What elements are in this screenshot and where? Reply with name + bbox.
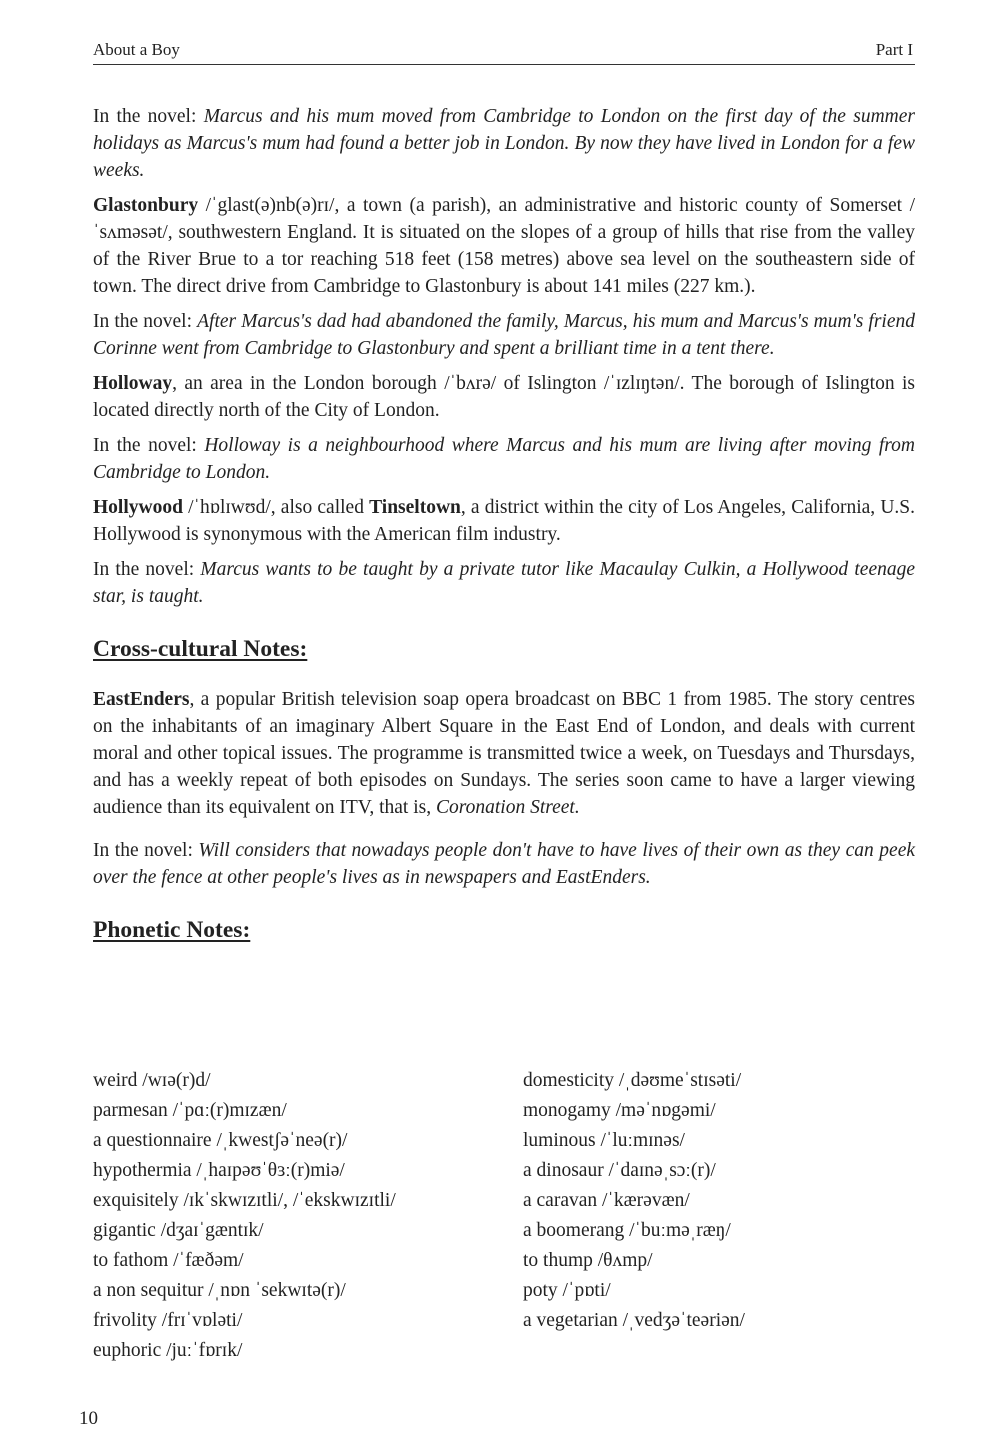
note-prefix: In the novel: <box>93 106 204 127</box>
running-head <box>93 38 915 65</box>
novel-note-hollywood <box>93 556 915 610</box>
entry-term: Holloway <box>93 373 173 394</box>
entry-term: Hollywood <box>93 497 183 518</box>
phonetic-item: gigantic /dʒaɪˈgæntɪk/ <box>93 1220 264 1241</box>
phonetic-item: exquisitely /ɪkˈskwɪzɪtli/, /ˈekskwɪzɪtli/ <box>93 1190 396 1211</box>
entry-definition: , a district within the city of Los Angeles, California, U.S. Hollywood is synonymous with the American film industry. <box>93 497 916 545</box>
phonetic-heading: Phonetic Notes: <box>93 917 251 943</box>
novel-note-holloway <box>93 432 915 486</box>
entry-italic-title: Coronation Street. <box>435 797 580 818</box>
entry-hollywood <box>93 494 915 548</box>
phonetic-item: a non sequitur /ˌnɒn ˈsekwɪtə(r)/ <box>93 1280 346 1301</box>
note-prefix: In the novel: <box>93 559 201 580</box>
note-italic-text: Will considers that nowadays people don't have to have lives of their own as they can peek over the fence at other people's lives as in newspapers and EastEnders. <box>93 840 916 888</box>
phonetic-item: poty /ˈpɒti/ <box>523 1280 611 1301</box>
phonetic-item: a caravan /ˈkærəvæn/ <box>523 1190 690 1211</box>
phonetic-item: monogamy /məˈnɒgəmi/ <box>523 1100 716 1121</box>
novel-note-eastenders <box>93 837 915 891</box>
note-italic-text: Marcus wants to be taught by a private tutor like Macaulay Culkin, a Hollywood teenage star, is taught. <box>93 559 915 607</box>
note-italic-text: Holloway is a neighbourhood where Marcus and his mum are living after moving from Cambridge to London. <box>93 435 915 483</box>
book-title-header: About a Boy <box>93 40 180 59</box>
phonetic-item: weird /wɪə(r)d/ <box>93 1070 211 1091</box>
entry-definition: , a popular British television soap opera broadcast on BBC 1 from 1985. The story centres on the inhabitants of an imaginary Albert Square in the East End of London, and deals with current moral and other topical issues. The programme is transmitted twice a week, on Tuesdays and Thursdays, and has a weekly repeat of both episodes on Sundays. The series soon came to have a larger viewing audience than its equivalent on ITV, that is, <box>93 689 915 818</box>
note-italic-text: After Marcus's dad had abandoned the family, Marcus, his mum and Marcus's mum's friend Corinne went from Cambridge to Glastonbury and spent a brilliant time in a tent there. <box>93 311 915 359</box>
phonetic-item: to thump /θʌmp/ <box>523 1250 653 1271</box>
phonetic-item: frivolity /frɪˈvɒləti/ <box>93 1310 243 1331</box>
note-prefix: In the novel: <box>93 840 199 861</box>
phonetic-column-right <box>523 1066 915 1336</box>
phonetic-item: euphoric /juːˈfɒrɪk/ <box>93 1340 243 1361</box>
main-text <box>93 103 915 967</box>
entry-definition: /ˈglast(ə)nb(ə)rɪ/, a town (a parish), an administrative and historic county of Somerset /ˈsʌməsət/, southwestern England. It is situated on the slopes of a group of hills that rise from the valley of the River Brue to a tor reaching 518 feet (158 metres) above sea level on the southeastern side of town. The direct drive from Cambridge to Glastonbury is about 141 miles (227 km.). <box>93 195 915 297</box>
note-prefix: In the novel: <box>93 435 205 456</box>
entry-glastonbury <box>93 192 915 300</box>
phonetic-item: parmesan /ˈpɑː(r)mɪzæn/ <box>93 1100 287 1121</box>
phonetic-item: a vegetarian /ˌvedʒəˈteəriən/ <box>523 1310 745 1331</box>
phonetic-item: luminous /ˈluːmɪnəs/ <box>523 1130 685 1151</box>
novel-note-glastonbury <box>93 308 915 362</box>
part-header: Part I <box>875 40 913 59</box>
page-number: 10 <box>79 1408 98 1429</box>
cross-cultural-heading: Cross-cultural Notes: <box>93 636 308 662</box>
phonetic-item: hypothermia /ˌhaɪpəʊˈθɜː(r)miə/ <box>93 1160 345 1181</box>
phonetic-item: to fathom /ˈfæðəm/ <box>93 1250 244 1271</box>
entry-definition: /ˈhɒlɪwʊd/, also called <box>182 497 370 518</box>
entry-eastenders <box>93 686 915 821</box>
phonetic-column-left <box>93 1066 513 1366</box>
entry-term: Glastonbury <box>93 195 199 216</box>
phonetic-item: a dinosaur /ˈdaɪnəˌsɔː(r)/ <box>523 1160 716 1181</box>
entry-holloway <box>93 370 915 424</box>
entry-term-alias: Tinseltown <box>369 497 461 518</box>
phonetic-item: a boomerang /ˈbuːməˌræŋ/ <box>523 1220 731 1241</box>
note-prefix: In the novel: <box>93 311 198 332</box>
phonetic-item: domesticity /ˌdəʊmeˈstɪsəti/ <box>523 1070 742 1091</box>
entry-term: EastEnders <box>93 689 190 710</box>
note-italic-text: Marcus and his mum moved from Cambridge to London on the first day of the summer holidays as Marcus's mum had found a better job in London. By now they have lived in London for a few weeks. <box>93 106 915 181</box>
novel-note-london <box>93 103 915 184</box>
entry-definition: , an area in the London borough /ˈbʌrə/ of Islington /ˈɪzlɪŋtən/. The borough of Islington is located directly north of the City of London. <box>93 373 915 421</box>
phonetic-item: a questionnaire /ˌkwestʃəˈneə(r)/ <box>93 1130 348 1151</box>
